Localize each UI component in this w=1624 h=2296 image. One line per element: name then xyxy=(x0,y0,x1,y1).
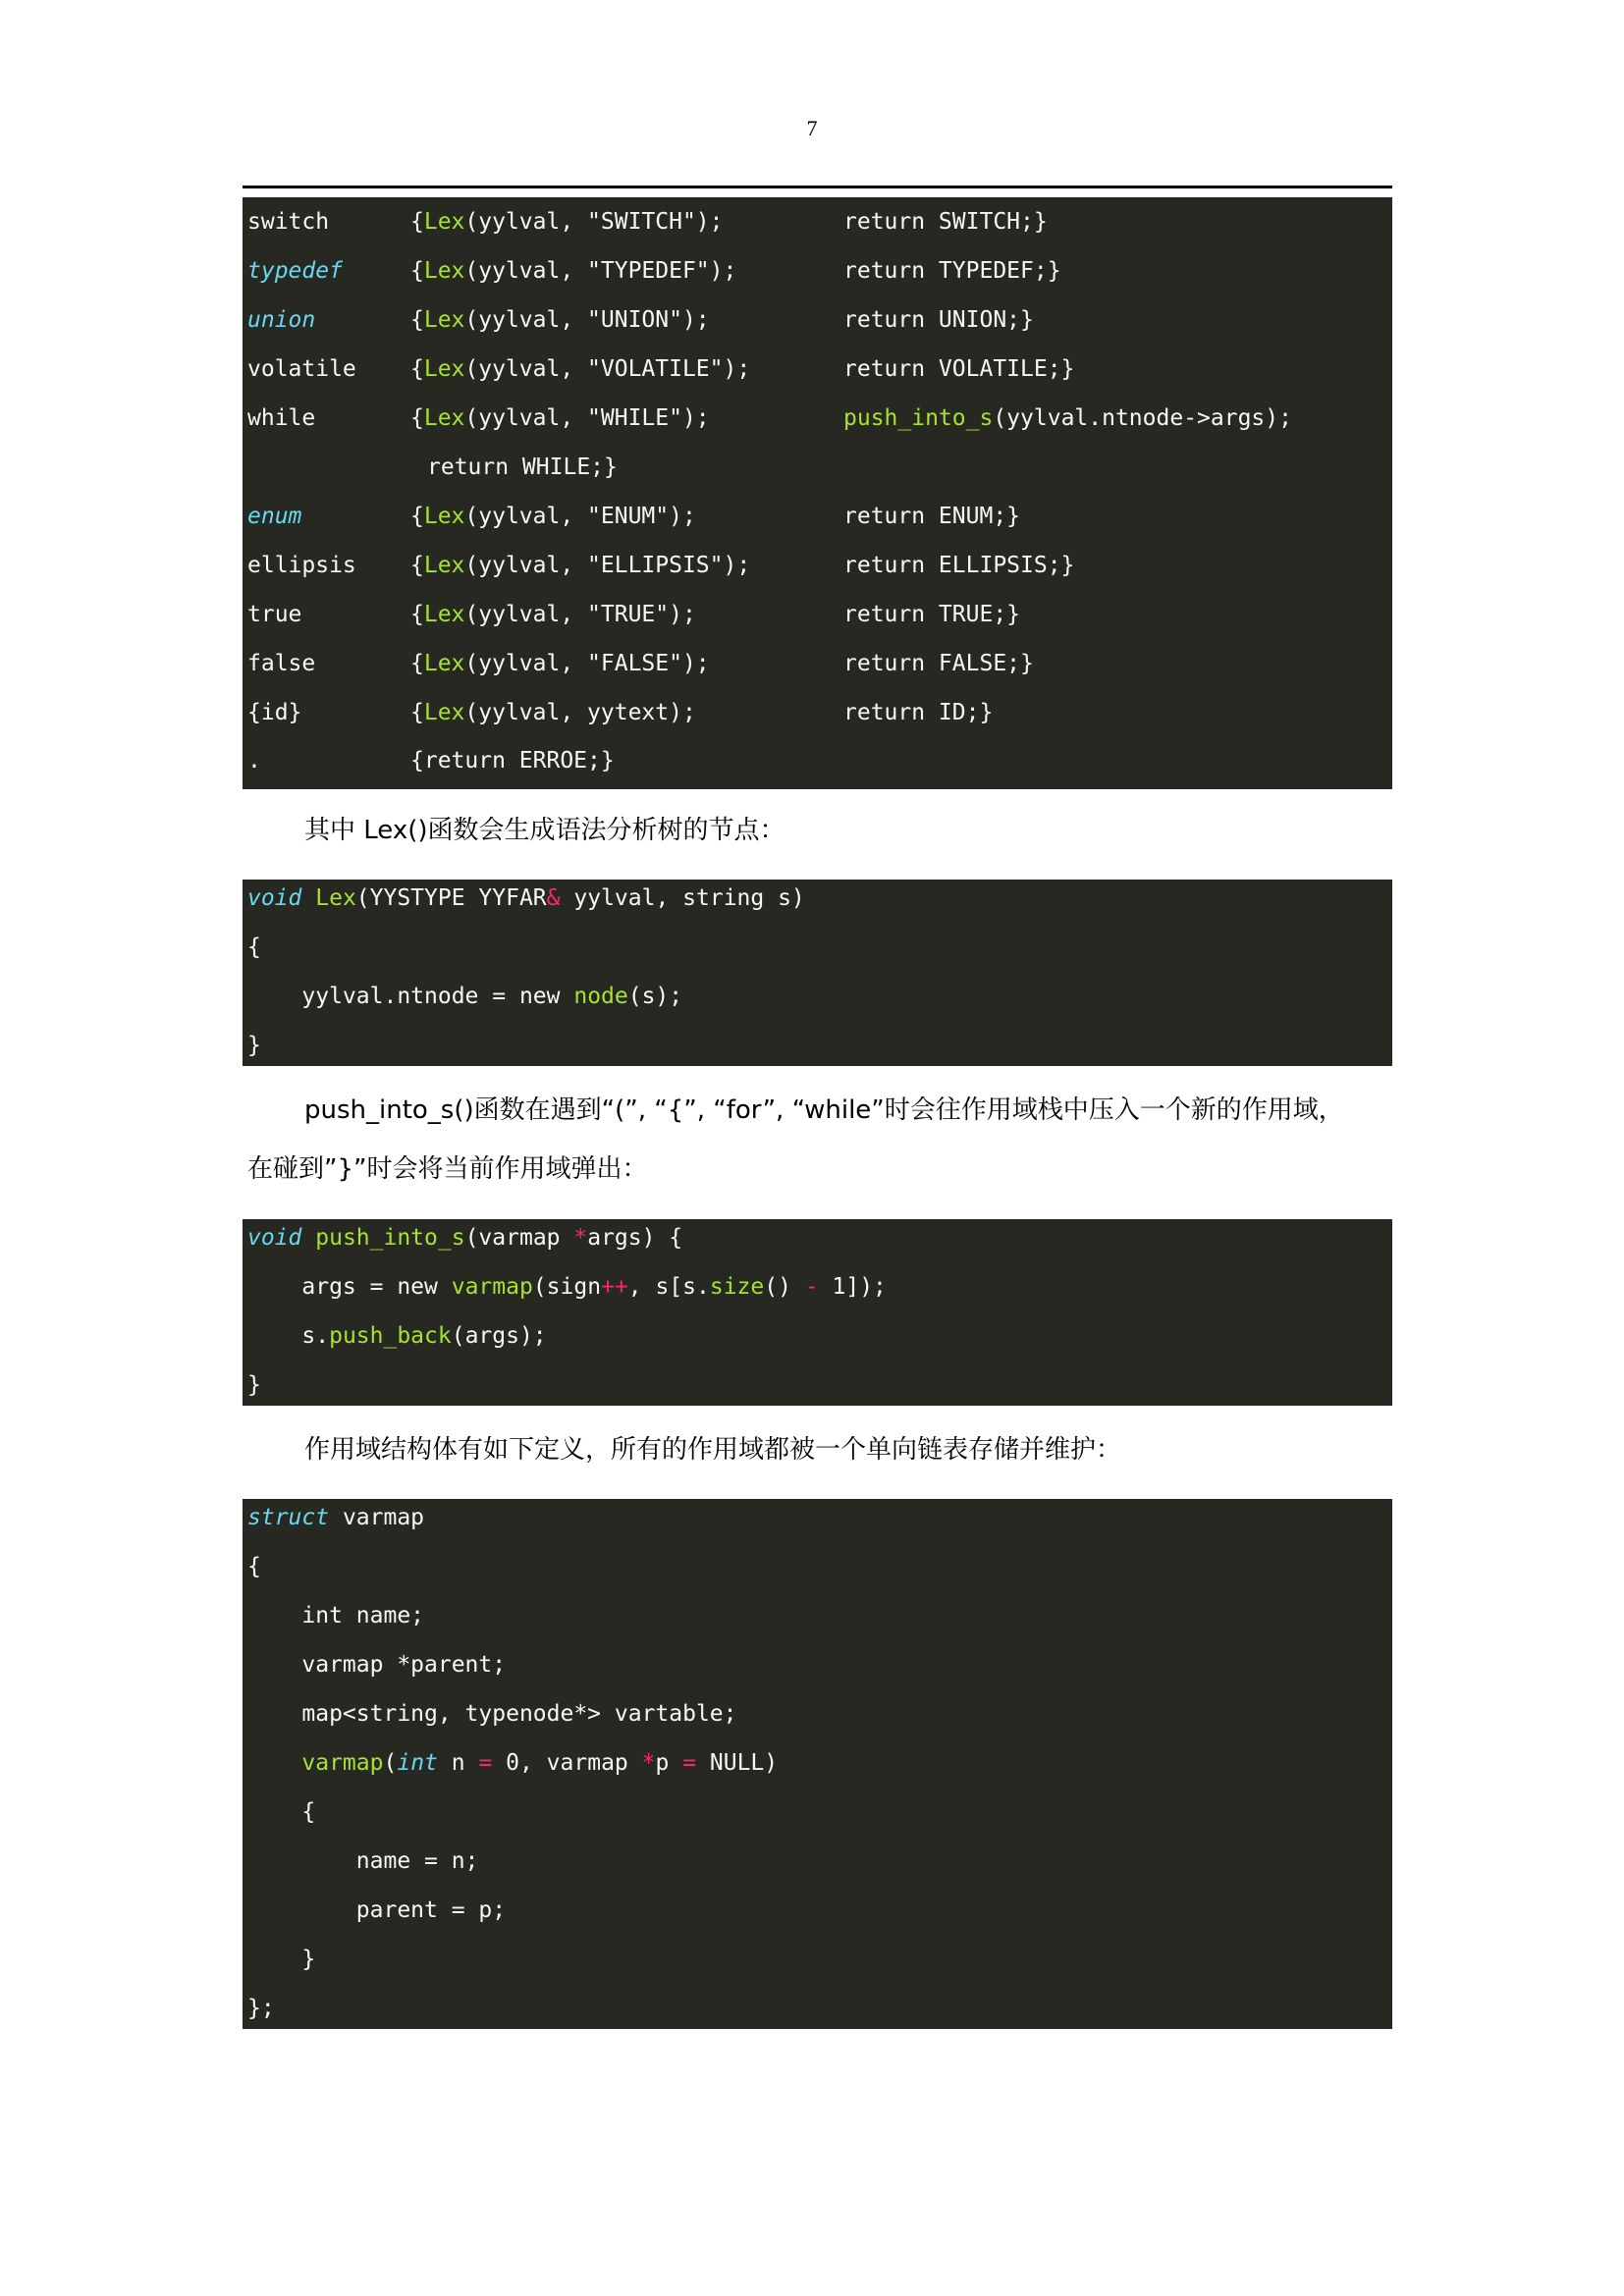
code-token: true xyxy=(247,602,302,627)
code-token: while xyxy=(247,405,316,431)
code-line xyxy=(410,501,696,532)
code-token: yylval.ntnode = new xyxy=(247,984,574,1009)
code-line xyxy=(247,1698,737,1730)
code-line xyxy=(410,599,696,630)
code-token: { xyxy=(410,651,424,676)
code-token: size xyxy=(709,1274,765,1300)
code-line xyxy=(410,550,750,581)
code-token: void xyxy=(247,885,302,911)
code-line xyxy=(247,304,315,336)
code-token: return UNION;} xyxy=(843,307,1034,333)
code-line xyxy=(410,697,696,728)
code-token: Lex xyxy=(423,700,465,725)
code-token: { xyxy=(247,1554,261,1579)
code-line xyxy=(247,882,805,914)
code-line xyxy=(247,1993,275,2024)
code-token: Lex xyxy=(315,885,356,911)
code-line xyxy=(247,1222,682,1254)
code-token: }; xyxy=(247,1996,275,2021)
code-line xyxy=(410,255,736,287)
code-token: push_into_s xyxy=(843,405,994,431)
code-line xyxy=(843,697,993,728)
page-number: 7 xyxy=(806,116,818,140)
code-token: name = n; xyxy=(247,1848,479,1874)
code-line xyxy=(843,353,1074,385)
code-line xyxy=(247,1271,887,1303)
code-token: { xyxy=(410,405,424,431)
code-line xyxy=(247,402,315,434)
code-token: varmap xyxy=(301,1750,384,1776)
code-token: (yylval, "VOLATILE"); xyxy=(464,356,751,382)
code-token: return SWITCH;} xyxy=(843,209,1048,235)
code-token: () xyxy=(764,1274,805,1300)
code-token: ( xyxy=(383,1750,398,1776)
code-line xyxy=(410,353,750,385)
code-line xyxy=(247,932,261,963)
code-line xyxy=(247,206,329,238)
code-token: int name; xyxy=(247,1603,425,1629)
code-line xyxy=(247,255,343,287)
paragraph: 作用域结构体有如下定义，所有的作用域都被一个单向链表存储并维护： xyxy=(304,1435,1122,1465)
code-token: {id} xyxy=(247,700,302,725)
code-token: volatile xyxy=(247,356,356,382)
code-token: 1]); xyxy=(818,1274,887,1300)
code-token: void xyxy=(247,1225,302,1251)
code-line xyxy=(247,1895,506,1926)
code-token: return VOLATILE;} xyxy=(843,356,1075,382)
code-line xyxy=(843,550,1074,581)
code-token: { xyxy=(410,307,424,333)
code-line xyxy=(410,402,710,434)
code-token: (yylval, "TRUE"); xyxy=(464,602,696,627)
code-token: . xyxy=(247,748,261,774)
code-token: node xyxy=(573,984,628,1009)
code-token: * xyxy=(573,1225,588,1251)
code-token: switch xyxy=(247,209,330,235)
code-token: Lex xyxy=(423,307,465,333)
code-block-lex-function xyxy=(243,880,1392,1066)
code-token: false xyxy=(247,651,316,676)
code-token: (s); xyxy=(627,984,683,1009)
code-token: NULL) xyxy=(696,1750,779,1776)
code-token: (sign xyxy=(532,1274,602,1300)
code-token: { xyxy=(410,553,424,578)
code-line xyxy=(843,501,1020,532)
code-token: s. xyxy=(247,1323,330,1349)
code-token: (yylval, "UNION"); xyxy=(464,307,710,333)
code-token: push_into_s xyxy=(315,1225,465,1251)
code-block-lex-rules xyxy=(243,197,1392,789)
code-line xyxy=(247,1551,261,1582)
code-token: Lex xyxy=(423,504,465,529)
code-token: args = new xyxy=(247,1274,452,1300)
code-token: - xyxy=(804,1274,819,1300)
code-token: , s[s. xyxy=(627,1274,710,1300)
code-token: return ELLIPSIS;} xyxy=(843,553,1075,578)
code-line xyxy=(247,1845,478,1877)
code-token: } xyxy=(247,1947,316,1972)
code-token: return ID;} xyxy=(843,700,994,725)
code-line xyxy=(247,1944,315,1975)
code-token: { xyxy=(410,504,424,529)
code-token: (yylval, "ELLIPSIS"); xyxy=(464,553,751,578)
code-line xyxy=(247,981,682,1012)
code-token: {return ERROE;} xyxy=(410,748,615,774)
code-line xyxy=(843,599,1020,630)
code-line xyxy=(247,1030,261,1061)
code-line xyxy=(247,1796,315,1828)
code-token: Lex xyxy=(423,602,465,627)
code-line xyxy=(247,501,301,532)
code-token: Lex xyxy=(423,651,465,676)
code-token: struct xyxy=(247,1505,330,1530)
code-line xyxy=(247,550,356,581)
code-token xyxy=(301,885,315,911)
paragraph: 在碰到”}”时会将当前作用域弹出： xyxy=(247,1154,648,1184)
code-token: (yylval, "FALSE"); xyxy=(464,651,710,676)
code-token: (yylval, yytext); xyxy=(464,700,696,725)
code-token: (yylval, "SWITCH"); xyxy=(464,209,724,235)
code-token: push_back xyxy=(329,1323,452,1349)
code-block-struct-varmap xyxy=(243,1499,1392,2029)
code-token: return FALSE;} xyxy=(843,651,1034,676)
code-token: ellipsis xyxy=(247,553,356,578)
code-token: enum xyxy=(247,504,302,529)
paragraph: 其中 Lex()函数会生成语法分析树的节点： xyxy=(304,816,785,845)
code-token: (yylval.ntnode->args); xyxy=(993,405,1292,431)
code-line xyxy=(247,697,301,728)
code-line xyxy=(410,745,615,776)
code-token: Lex xyxy=(423,553,465,578)
code-token: { xyxy=(247,1799,316,1825)
code-token: return TRUE;} xyxy=(843,602,1021,627)
code-token: union xyxy=(247,307,316,333)
code-line xyxy=(843,255,1061,287)
code-token: (YYSTYPE YYFAR xyxy=(355,885,547,911)
code-token: varmap xyxy=(329,1505,425,1530)
header-rule xyxy=(243,186,1392,188)
code-line xyxy=(843,304,1034,336)
code-line xyxy=(843,402,1292,434)
code-token: { xyxy=(410,356,424,382)
code-token: (args); xyxy=(451,1323,547,1349)
code-token: } xyxy=(247,1372,261,1398)
code-token xyxy=(247,1750,301,1776)
code-token: varmap *parent; xyxy=(247,1652,507,1678)
code-token: = xyxy=(478,1750,493,1776)
code-line xyxy=(247,1320,547,1352)
code-token: return ENUM;} xyxy=(843,504,1021,529)
code-block-push-into-s xyxy=(243,1219,1392,1406)
code-token: map<string, typenode*> vartable; xyxy=(247,1701,737,1727)
code-token: return TYPEDEF;} xyxy=(843,258,1061,284)
code-token: { xyxy=(247,934,261,960)
code-token: n xyxy=(437,1750,479,1776)
code-token: (yylval, "ENUM"); xyxy=(464,504,696,529)
code-line xyxy=(410,648,710,679)
code-token: * xyxy=(641,1750,656,1776)
code-token: { xyxy=(410,258,424,284)
code-token: { xyxy=(410,700,424,725)
code-token: Lex xyxy=(423,209,465,235)
code-token: { xyxy=(410,209,424,235)
code-token xyxy=(301,1225,315,1251)
code-line xyxy=(410,206,724,238)
code-line xyxy=(247,353,356,385)
code-token: { xyxy=(410,602,424,627)
code-token: parent = p; xyxy=(247,1897,507,1923)
code-token: = xyxy=(682,1750,697,1776)
code-token: return WHILE;} xyxy=(427,454,618,480)
code-line xyxy=(247,648,315,679)
code-line xyxy=(427,452,618,483)
code-token: (varmap xyxy=(464,1225,574,1251)
code-token: int xyxy=(397,1750,438,1776)
code-line xyxy=(410,304,710,336)
code-token: Lex xyxy=(423,356,465,382)
paragraph: push_into_s()函数在遇到“(”, “{”, “for”, “while”时会往作用域栈中压入一个新的作用域， xyxy=(304,1095,1344,1125)
code-line xyxy=(247,1649,506,1681)
code-token: Lex xyxy=(423,258,465,284)
code-line xyxy=(247,1502,424,1533)
code-token: varmap xyxy=(451,1274,533,1300)
code-line xyxy=(247,1600,424,1631)
code-line xyxy=(843,206,1048,238)
code-token: } xyxy=(247,1033,261,1058)
code-line xyxy=(247,599,301,630)
code-token: & xyxy=(546,885,561,911)
code-token: 0, varmap xyxy=(492,1750,642,1776)
code-token: ++ xyxy=(601,1274,628,1300)
code-token: (yylval, "TYPEDEF"); xyxy=(464,258,737,284)
code-token: yylval, string s) xyxy=(560,885,805,911)
code-token: typedef xyxy=(247,258,343,284)
code-line xyxy=(247,1747,778,1779)
code-token: Lex xyxy=(423,405,465,431)
code-token: args) { xyxy=(587,1225,683,1251)
code-token: (yylval, "WHILE"); xyxy=(464,405,710,431)
code-line xyxy=(247,745,261,776)
code-line xyxy=(247,1369,261,1401)
code-token: p xyxy=(655,1750,683,1776)
code-line xyxy=(843,648,1034,679)
